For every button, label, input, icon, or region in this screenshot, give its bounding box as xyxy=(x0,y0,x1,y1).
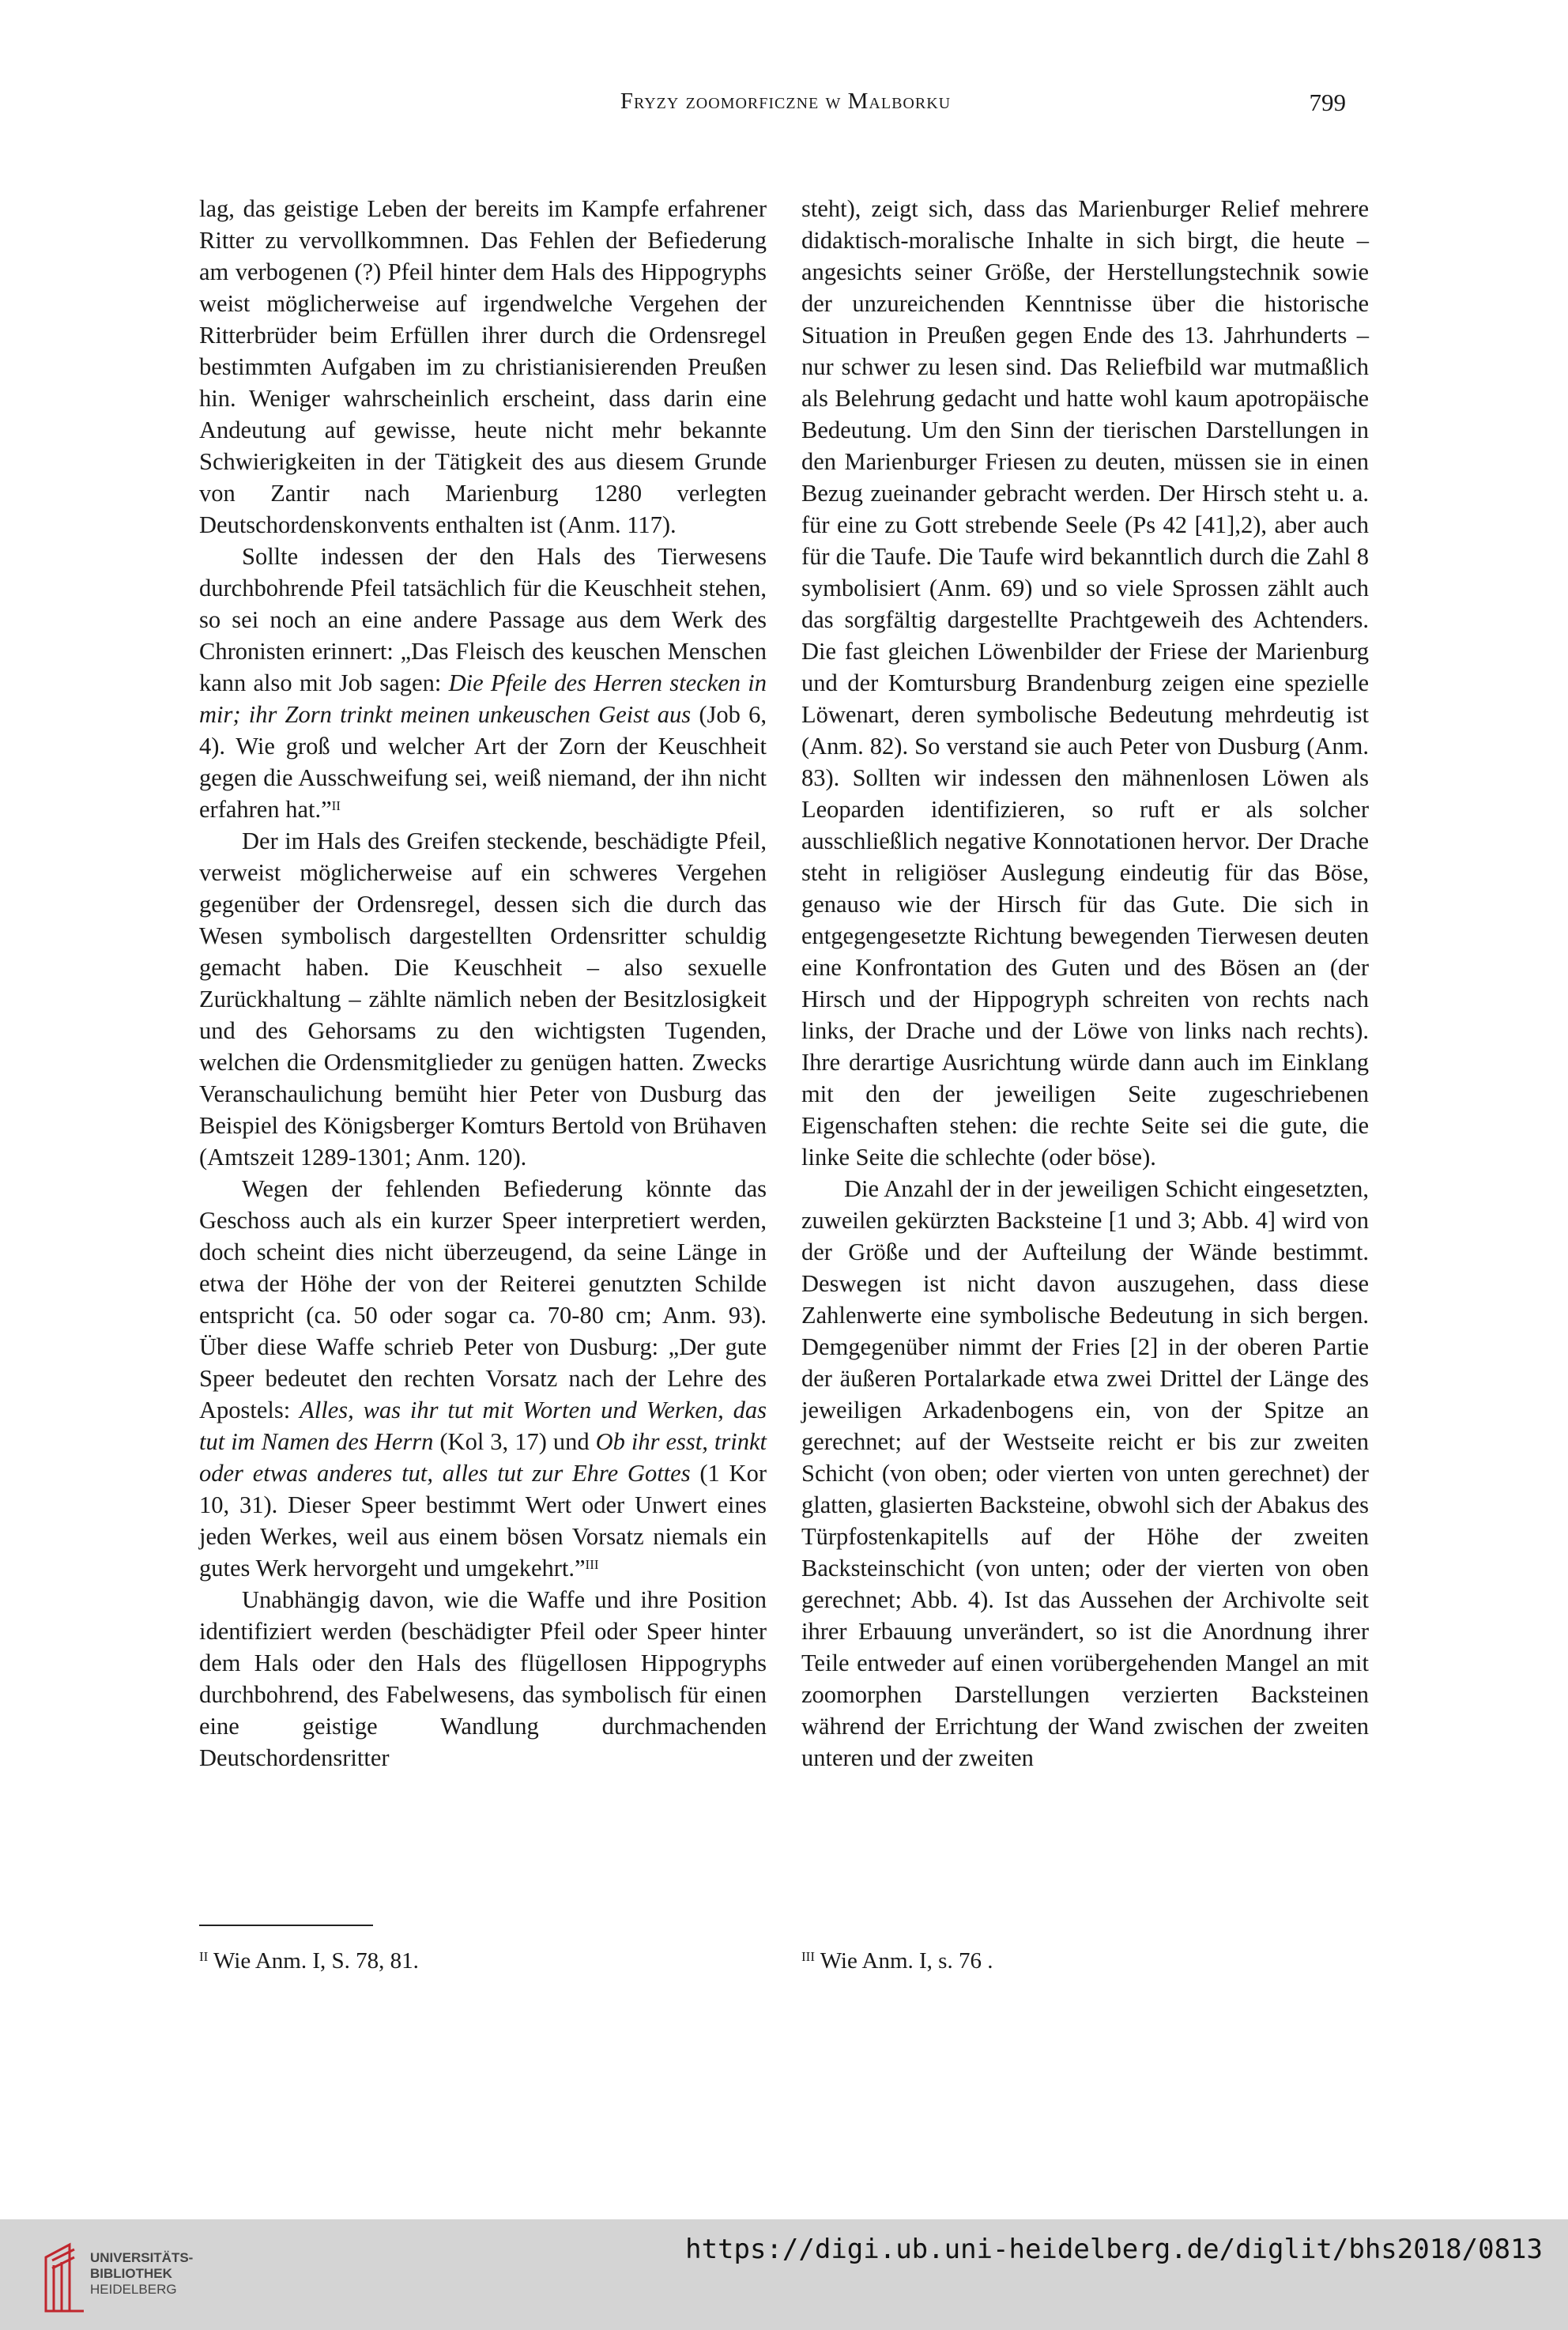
left-text-column xyxy=(199,193,767,1774)
paragraph xyxy=(801,193,1369,1173)
footnote-text: Wie Anm. I, s. 76 . xyxy=(814,1948,993,1974)
footnote-mark: III xyxy=(801,1949,815,1964)
text-run: (1 Kor 10, 31). Dieser Speer bestimmt Wert oder Unwert eines jeden Werkes, weil aus einem bösen Vorsatz niemals ein gutes Werk hervorgeht und umgekehrt.” xyxy=(199,1460,767,1582)
footnote-text: Wie Anm. I, S. 78, 81. xyxy=(208,1948,419,1974)
library-name-line: HEIDELBERG xyxy=(90,2282,177,2297)
footnote-mark: II xyxy=(199,1949,209,1964)
footnote-reference: II xyxy=(331,798,341,813)
right-text-column xyxy=(801,193,1369,1774)
text-run: (Job 6, 4). Wie groß und welcher Art der Zorn der Keuschheit gegen die Ausschweifung sei, weiß niemand, der ihn nicht erfahren hat.” xyxy=(199,701,767,823)
page-number: 799 xyxy=(1309,89,1346,116)
italic-quote: Ob ihr esst, trinkt oder etwas anderes tut, alles tut zur Ehre Gottes xyxy=(199,1428,767,1487)
paragraph xyxy=(199,541,767,825)
text-run: Die Anzahl der in der jeweiligen Schicht eingesetzten, zuweilen gekürzten Backsteine [1 und 3; Abb. 4] wird von der Größe und der Aufteilung der Wände bestimmt. Deswegen ist nicht davon auszugehen, dass diese Zahlenwerte eine symbolische Bedeutung in sich bergen. Demgegenüber nimmt der Fries [2] in der oberen Partie der äußeren Portalarkade etwa zwei Drittel der Länge des jeweiligen Arkadenbogens ein, von der Spitze an gerechnet; auf der Westseite reicht er bis zur zweiten Schicht (von oben; oder vierten von unten gerechnet) der glatten, glasierten Backsteine, obwohl sich der Abakus des Türpfostenkapitells auf der Höhe der zweiten Backsteinschicht (von unten; oder der vierten von oben gerechnet; Abb. 4). Ist das Aussehen der Archivolte seit ihrer Erbauung unverändert, so ist die Anordnung ihrer Teile entweder auf einen vorübergehenden Mangel an mit zoomorphen Darstellungen verzierten Backsteinen während der Errichtung der Wand zwischen der zweiten unteren und der zweiten xyxy=(801,1175,1369,1771)
text-run: lag, das geistige Leben der bereits im Kampfe erfahrener Ritter zu vervollkommnen. Das Fehlen der Befiederung am verbogenen (?) Pfeil hinter dem Hals des Hippogryphs weist möglicherweise auf irgendwelche Vergehen der Ritterbrüder beim Erfüllen ihrer durch die Ordensregel bestimmten Aufgaben im zu christianisierenden Preußen hin. Weniger wahrscheinlich erscheint, dass darin eine Andeutung auf gewisse, heute nicht mehr bekannte Schwierigkeiten in der Tätigkeit des aus diesem Grunde von Zantir nach Marienburg 1280 verlegten Deutschordenskonvents enthalten ist (Anm. 117). xyxy=(199,195,767,538)
footnote-rule xyxy=(199,1925,373,1926)
library-name-line: UNIVERSITÄTS- xyxy=(90,2250,194,2265)
source-url[interactable]: https://digi.ub.uni-heidelberg.de/diglit/bhs2018/0813 xyxy=(685,2234,1543,2265)
text-run: (Kol 3, 17) und xyxy=(433,1428,596,1455)
text-run: Wegen der fehlenden Befiederung könnte das Geschoss auch als ein kurzer Speer interpretiert werden, doch scheint dies nicht überzeugend, da seine Länge in etwa der Höhe der von der Reiterei genutzten Schilde entspricht (ca. 50 oder sogar ca. 70-80 cm; Anm. 93). Über diese Waffe schrieb Peter von Dusburg: „Der gute Speer bedeutet den rechten Vorsatz nach der Lehre des Apostels: xyxy=(199,1175,767,1423)
library-name xyxy=(90,2250,193,2298)
footnote-left xyxy=(199,1946,419,1976)
paragraph xyxy=(199,193,767,541)
paragraph xyxy=(801,1173,1369,1774)
text-run: Der im Hals des Greifen steckende, beschädigte Pfeil, verweist möglicherweise auf ein schweres Vergehen gegenüber der Ordensregel, dessen sich die durch das Wesen symbolisch dargestellten Ordensritter schuldig gemacht haben. Die Keuschheit – also sexuelle Zurückhaltung – zählte nämlich neben der Besitzlosigkeit und des Gehorsams zu den wichtigsten Tugenden, welchen die Ordensmitglieder zu genügen hatten. Zwecks Veranschaulichung bemüht hier Peter von Dusburg das Beispiel des Königsberger Komturs Bertold von Brühaven (Amtszeit 1289-1301; Anm. 120). xyxy=(199,828,767,1171)
italic-quote: Alles, was ihr tut mit Worten und Werken, das tut im Namen des Herrn xyxy=(199,1397,767,1455)
text-run: steht), zeigt sich, dass das Marienburger Relief mehrere didaktisch-moralische Inhalte in sich birgt, die heute – angesichts seiner Größe, der Herstellungstechnik sowie der unzureichenden Kenntnisse über die historische Situation in Preußen gegen Ende des 13. Jahrhunderts – nur schwer zu lesen sind. Das Reliefbild war mutmaßlich als Belehrung gedacht und hatte wohl kaum apotropäische Bedeutung. Um den Sinn der tierischen Darstellungen in den Marienburger Friesen zu deuten, müssen sie in einen Bezug zueinander gebracht werden. Der Hirsch steht u. a. für eine zu Gott strebende Seele (Ps 42 [41],2), aber auch für die Taufe. Die Taufe wird bekanntlich durch die Zahl 8 symbolisiert (Anm. 69) und so viele Sprossen zählt auch das sorgfältig dargestellte Prachtgeweih des Achtenders. Die fast gleichen Löwenbilder der Friese der Marienburg und der Komtursburg Brandenburg zeigen eine spezielle Löwenart, deren symbolische Bedeutung mehrdeutig ist (Anm. 82). So verstand sie auch Peter von Dusburg (Anm. 83). Sollten wir indessen den mähnenlosen Löwen als Leoparden identifizieren, so ruft er als solcher ausschließlich negative Konnotationen hervor. Der Drache steht in religiöser Auslegung eindeutig für das Böse, genauso wie der Hirsch für das Gute. Die sich in entgegengesetzte Richtung bewegenden Tierwesen deuten eine Konfrontation des Guten und des Bösen an (der Hirsch und der Hippogryph schreiten von rechts nach links, der Drache und der Löwe von links nach rechts). Ihre derartige Ausrichtung würde dann auch im Einklang mit den der jeweiligen Seite zugeschriebenen Eigenschaften stehen: die rechte Seite sei die gute, die linke Seite die schlechte (oder böse). xyxy=(801,195,1369,1171)
paragraph xyxy=(199,825,767,1173)
footnote-reference: III xyxy=(585,1557,599,1572)
italic-quote: Die Pfeile des Herren stecken in mir; ihr Zorn trinkt meinen unkeuschen Geist aus xyxy=(199,669,767,728)
running-title: Fryzy zoomorficzne w Malborku xyxy=(620,89,952,114)
paragraph xyxy=(199,1584,767,1774)
text-run: Unabhängig davon, wie die Waffe und ihre Position identifiziert werden (beschädigter Pfeil oder Speer hinter dem Hals oder den Hals des flügellosen Hippogryphs durchbohrend, des Fabelwesens, das symbolisch für einen eine geistige Wandlung durchmachenden Deutschordensritter xyxy=(199,1586,767,1771)
library-name-line: BIBLIOTHEK xyxy=(90,2266,172,2281)
paragraph xyxy=(199,1173,767,1584)
text-run: Sollte indessen der den Hals des Tierwesens durchbohrende Pfeil tatsächlich für die Keuschheit stehen, so sei noch an eine andere Passage aus dem Werk des Chronisten erinnert: „Das Fleisch des keuschen Menschen kann also mit Job sagen: xyxy=(199,543,767,696)
footnote-right xyxy=(801,1946,993,1976)
